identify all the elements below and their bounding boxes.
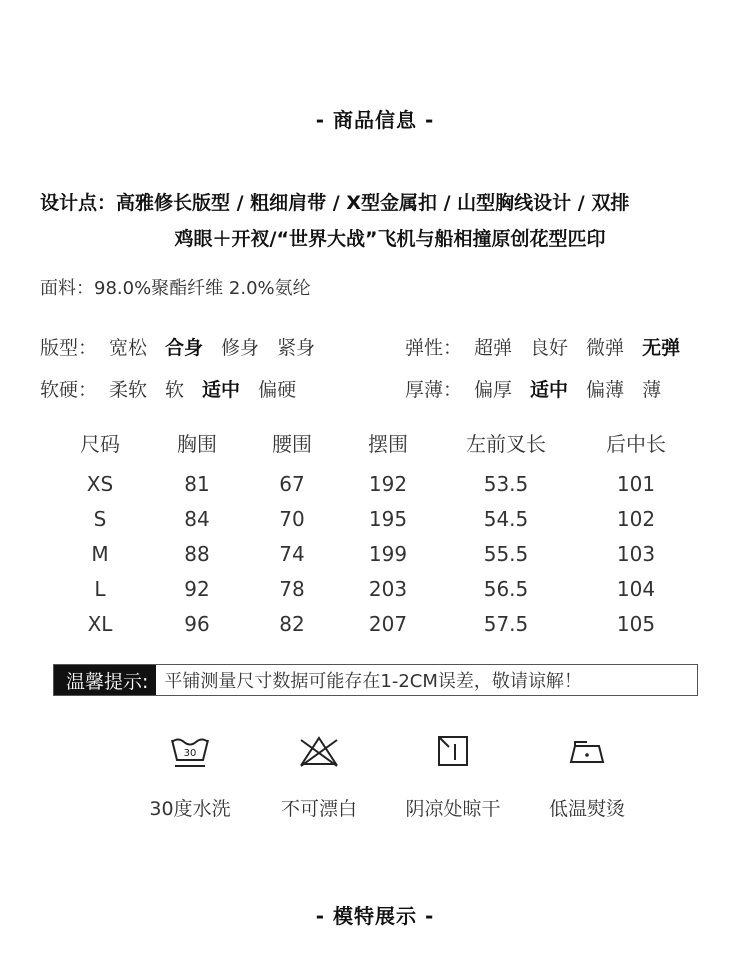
size-table-cell: 96 [184,612,210,636]
attribute-option: 薄 [642,379,662,401]
attribute-label: 弹性： [405,337,463,359]
size-table-cell: 195 [368,507,408,531]
low-iron-icon [557,730,617,772]
size-table-header-cell: 摆围 [368,432,408,456]
size-table-cell: 78 [279,577,305,601]
size-table-cell: XS [86,472,114,496]
size-table-row [0,472,750,507]
shade-dry-icon [423,730,483,772]
attribute-option: 偏薄 [586,379,625,401]
care-dry [388,730,518,821]
size-table-row [0,542,750,577]
size-table-header-cell: 后中长 [606,432,666,456]
size-table [0,428,750,647]
tip-text: 平铺测量尺寸数据可能存在1-2CM误差，敬请谅解！ [164,671,582,692]
size-table-cell: 55.5 [483,542,529,566]
size-table-cell: 102 [616,507,656,531]
design-points-line-1: 设计点：高雅修长版型 / 粗细肩带 / X型金属扣 / 山型胸线设计 / 双排 [40,192,630,214]
size-table-header-cell: 尺码 [80,432,120,456]
attribute-option-selected: 无弹 [642,337,681,359]
size-table-cell: 84 [184,507,210,531]
size-table-header [0,428,750,472]
care-bleach [254,730,384,821]
attribute-option: 良好 [530,337,569,359]
attribute-elasticity [405,333,698,360]
size-table-cell: 105 [616,612,656,636]
size-table-cell: M [91,542,109,566]
size-table-header-cell: 胸围 [177,432,217,456]
attribute-label: 版型： [40,337,98,359]
attribute-option: 微弹 [586,337,625,359]
tip-box [53,664,698,696]
size-table-cell: 70 [279,507,305,531]
size-table-cell: 92 [184,577,210,601]
attribute-hardness [40,375,314,402]
size-table-cell: 57.5 [483,612,529,636]
care-label-dry: 阴凉处晾干 [405,798,501,820]
size-table-cell: 192 [368,472,408,496]
fabric-composition: 面料：98.0%聚酯纤维 2.0%氨纶 [40,278,311,299]
size-table-cell: 199 [368,542,408,566]
size-table-cell: 81 [184,472,210,496]
size-table-cell: 74 [279,542,305,566]
attribute-option-selected: 合身 [165,337,204,359]
size-table-row [0,577,750,612]
section-title-model-display: - 模特展示 - [315,904,435,928]
wash-30-icon [160,730,220,772]
size-table-row [0,507,750,542]
attribute-option: 修身 [221,337,260,359]
care-label-bleach: 不可漂白 [280,798,357,820]
care-label-wash: 30度水洗 [149,798,231,820]
size-table-cell: 103 [616,542,656,566]
size-table-cell: 56.5 [483,577,529,601]
size-table-row [0,612,750,647]
attribute-option: 宽松 [109,337,148,359]
wash-temp-text: 30 [183,748,197,759]
attribute-fit [40,333,333,360]
section-title-product-info: - 商品信息 - [315,108,435,132]
attribute-option: 超弹 [474,337,513,359]
size-table-cell: 203 [368,577,408,601]
attribute-thickness [405,375,679,402]
size-table-cell: 53.5 [483,472,529,496]
size-table-cell: L [94,577,106,601]
size-table-cell: 104 [616,577,656,601]
attribute-label: 软硬： [40,379,98,401]
care-iron [522,730,652,821]
size-table-cell: 67 [279,472,305,496]
size-table-header-cell: 腰围 [272,432,312,456]
attribute-option-selected: 适中 [202,379,241,401]
no-bleach-icon [289,730,349,772]
size-table-cell: 88 [184,542,210,566]
design-points-line-2: 鸡眼＋开衩/“世界大战”飞机与船相撞原创花型匹印 [174,228,606,250]
care-wash [125,730,255,821]
attribute-option: 柔软 [109,379,148,401]
size-table-cell: 207 [368,612,408,636]
attribute-option-selected: 适中 [530,379,569,401]
size-table-cell: 101 [616,472,656,496]
attribute-option: 软 [165,379,185,401]
tip-label: 温馨提示: [54,665,156,695]
attribute-option: 偏硬 [258,379,297,401]
size-table-header-cell: 左前叉长 [466,432,546,456]
size-table-cell: XL [87,612,113,636]
attribute-option: 紧身 [277,337,316,359]
size-table-cell: 54.5 [483,507,529,531]
attribute-label: 厚薄： [405,379,463,401]
size-table-cell: S [93,507,107,531]
attribute-option: 偏厚 [474,379,513,401]
care-label-iron: 低温熨烫 [548,798,625,820]
size-table-cell: 82 [279,612,305,636]
